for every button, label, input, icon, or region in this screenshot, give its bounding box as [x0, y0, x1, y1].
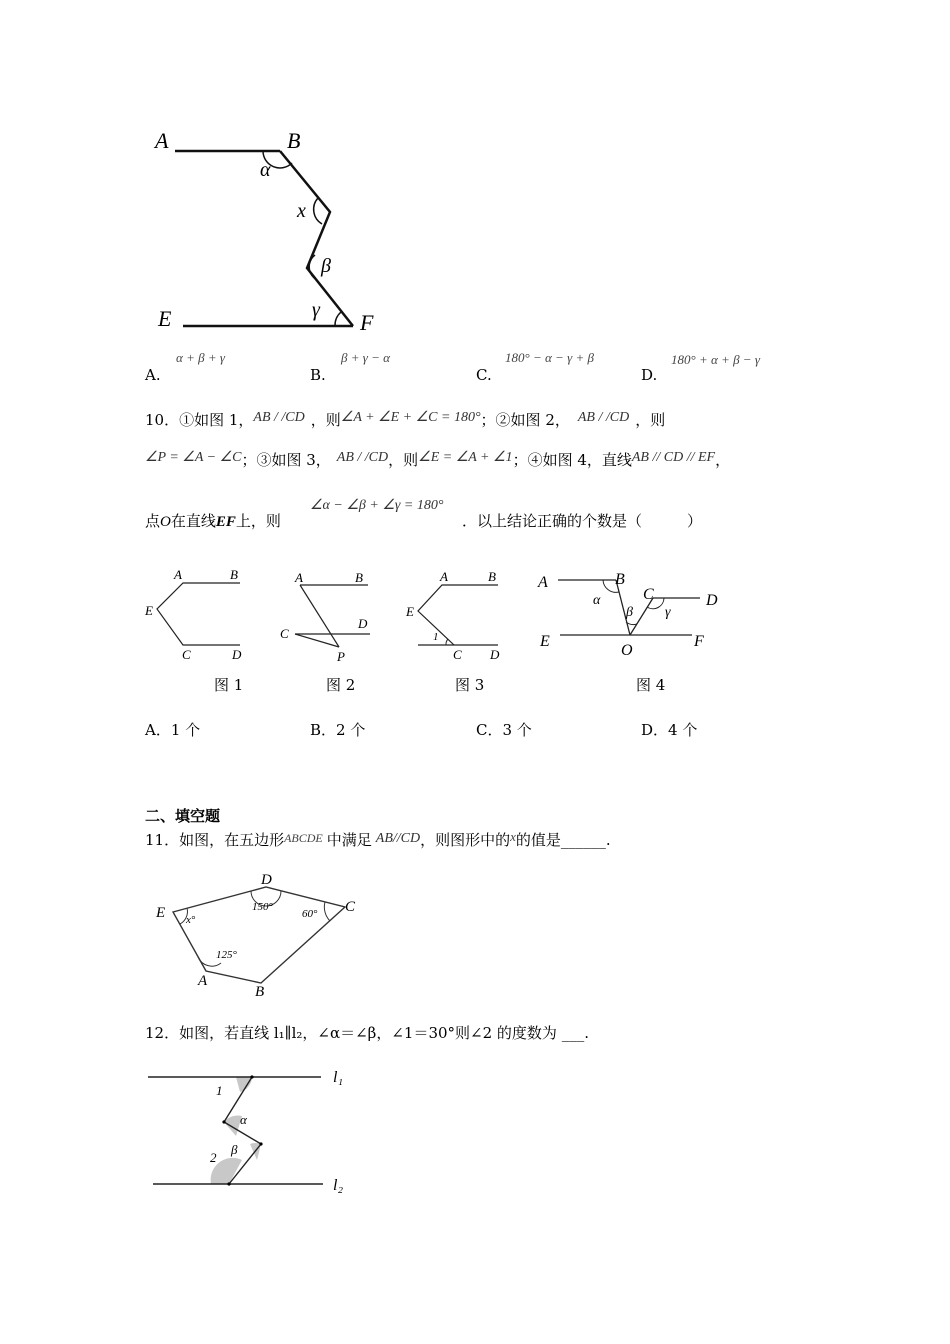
q10-math-fig3-claim: ∠E = ∠A + ∠1 [418, 450, 513, 465]
q10-fig3-label-b: B [488, 569, 496, 584]
q10-fig1-label-a: A [174, 567, 182, 582]
q10-fig4-label-c: C [643, 586, 654, 603]
q10-line2 [145, 450, 730, 472]
q10-math-fig4-claim: ∠α − ∠β + ∠γ = 180° [310, 498, 444, 513]
q9-option-d-expr: 180° + α + β − γ [671, 352, 760, 367]
q9-option-d-letter: D. [641, 366, 658, 384]
q11-label-d: D [261, 872, 272, 888]
q11-question [145, 830, 611, 852]
q11-label-angle-a: 125° [216, 949, 237, 961]
q10-fig4-label-d: D [706, 592, 718, 609]
q10-fig3 [398, 565, 508, 665]
q10-fig3-label-e: E [406, 604, 414, 619]
q10-text-fig2: ；②如图 2， [480, 411, 570, 429]
q11-label-angle-e: x° [186, 914, 196, 926]
q10-fig1-label-c: C [182, 647, 191, 662]
q10-fig4-caption: 图 4 [636, 676, 666, 694]
q11-math-pentagon: ABCDE [284, 831, 323, 845]
q10-option-d-letter: D． [641, 721, 669, 739]
q9-option-a-expr: α + β + γ [176, 350, 225, 365]
q10-question-end: ．以上结论正确的个数是（ ） [462, 512, 703, 530]
q10-text-then-1: ，则 [310, 411, 341, 429]
q10-fig2-label-b: B [355, 570, 363, 585]
q9-label-b: B [287, 128, 301, 153]
q10-math-ab-cd-1: AB / /CD [253, 410, 305, 425]
q10-option-d[interactable] [641, 719, 697, 740]
q11-text-2: 中满足 [326, 831, 372, 849]
q12-label-1: 1 [216, 1083, 223, 1098]
q10-fig1-label-d: D [232, 647, 242, 662]
q10-fig3-label-1: 1 [433, 631, 439, 643]
q10-fig4-label-a: A [538, 574, 548, 591]
q10-math-ab-cd-ef: AB // CD // EF [631, 450, 716, 465]
q10-math-fig2-claim: ∠P = ∠A − ∠C [145, 450, 242, 465]
q9-option-b[interactable] [310, 366, 326, 384]
q10-fig4-label-beta: β [626, 605, 633, 620]
q9-label-alpha: α [260, 159, 271, 181]
q10-fig3-label-a: A [440, 569, 448, 584]
q9-label-x: x [297, 200, 306, 222]
q9-label-beta: β [321, 255, 331, 277]
q10-fig2-label-p: P [337, 649, 345, 664]
q9-option-b-letter: B. [310, 366, 326, 384]
q11-math-x: x [510, 829, 516, 844]
q9-option-a-letter: A. [145, 366, 161, 384]
q10-fig4-label-o: O [621, 642, 633, 659]
q10-option-a-text: 1 个 [170, 721, 201, 739]
q10-text-fig4: ；④如图 4，直线 [512, 451, 632, 469]
q10-text-then-3: ，则 [388, 451, 419, 469]
q10-fig2-label-d: D [358, 616, 368, 631]
q10-math-ab-cd-3: AB / /CD [336, 450, 389, 465]
q11-math-ab-cd: AB//CD [375, 831, 421, 846]
q10-option-c-text: 3 个 [502, 721, 532, 739]
section-title-fill-in: 二、填空题 [145, 807, 221, 825]
q12-question: 12．如图，若直线 l₁∥l₂，∠α＝∠β，∠1＝30°则∠2 的度数为 ___. [145, 1024, 589, 1042]
q10-option-b[interactable] [310, 719, 365, 740]
q10-text-on-line: 在直线 [170, 512, 216, 530]
q10-fig3-caption: 图 3 [455, 676, 485, 694]
q11-text-1: 11．如图，在五边形 [145, 831, 285, 849]
q10-fig2-label-a: A [295, 570, 303, 585]
q11-label-e: E [156, 905, 166, 921]
q10-text-fig3: ；③如图 3， [241, 451, 331, 469]
q9-figure [145, 120, 395, 345]
q10-option-d-text: 4 个 [668, 721, 698, 739]
q10-option-b-text: 2 个 [336, 721, 366, 739]
q9-option-b-expr: β + γ − α [341, 350, 390, 365]
q11-text-4: 的值是______. [515, 831, 611, 849]
q10-fig2 [275, 565, 385, 665]
q10-fig1-label-b: B [230, 567, 238, 582]
q10-fig4 [530, 560, 730, 660]
q10-fig4-label-alpha: α [593, 593, 601, 608]
q11-label-b: B [255, 984, 265, 1000]
q10-fig2-caption: 图 2 [326, 676, 356, 694]
q10-math-fig1-claim: ∠A + ∠E + ∠C = 180° [340, 410, 481, 425]
q10-fig1-caption: 图 1 [214, 676, 244, 694]
q10-fig4-label-b: B [615, 571, 625, 588]
q10-fig1-label-e: E [145, 603, 153, 618]
q11-label-c: C [345, 899, 356, 915]
q10-option-a-letter: A． [145, 721, 171, 739]
q10-fig2-label-c: C [280, 626, 289, 641]
q9-label-f: F [360, 310, 374, 335]
q12-label-alpha: α [240, 1112, 247, 1127]
q10-line-ef: EF [215, 514, 236, 530]
q10-fig3-label-d: D [490, 647, 500, 662]
q10-line3 [145, 511, 281, 532]
q12-label-2: 2 [210, 1150, 217, 1165]
q12-label-l2: l₂ [333, 1177, 344, 1194]
q11-figure [145, 865, 370, 1000]
q9-label-a: A [155, 128, 169, 153]
q10-text-comma: ， [715, 451, 731, 469]
q9-option-c-letter: C. [476, 366, 492, 384]
q9-option-c[interactable] [476, 366, 492, 384]
q10-fig4-label-f: F [694, 633, 704, 650]
q12-figure [145, 1062, 365, 1202]
q9-option-c-expr: 180° − α − γ + β [505, 350, 594, 365]
q9-option-a[interactable] [145, 366, 161, 384]
q10-point-o: O [160, 514, 171, 530]
q9-label-e: E [158, 306, 172, 331]
q10-option-b-letter: B． [310, 721, 337, 739]
q10-fig3-label-c: C [453, 647, 462, 662]
q12-label-l1: l₁ [333, 1069, 344, 1086]
q10-line1 [145, 410, 665, 432]
q10-option-c-letter: C． [476, 721, 503, 739]
q11-label-a: A [198, 973, 208, 989]
q10-fig4-label-e: E [540, 633, 550, 650]
q9-option-d[interactable] [641, 366, 657, 384]
q10-math-ab-cd-2: AB / /CD [577, 410, 630, 425]
q10-text-then-4: 上，则 [235, 512, 281, 530]
q9-label-gamma: γ [312, 299, 320, 321]
q10-text-then-2: ，则 [635, 411, 666, 429]
q10-text-point: 点 [145, 512, 161, 530]
q11-label-angle-c: 60° [302, 908, 318, 920]
q10-number: 10．①如图 1， [145, 411, 254, 429]
q11-text-3: ，则图形中的 [420, 831, 511, 849]
q10-option-c[interactable] [476, 719, 532, 740]
q10-option-a[interactable] [145, 719, 200, 740]
q10-fig4-label-gamma: γ [665, 605, 671, 620]
q12-label-beta: β [231, 1142, 238, 1157]
q11-label-angle-d: 150° [252, 901, 273, 913]
q10-fig1 [140, 565, 250, 665]
